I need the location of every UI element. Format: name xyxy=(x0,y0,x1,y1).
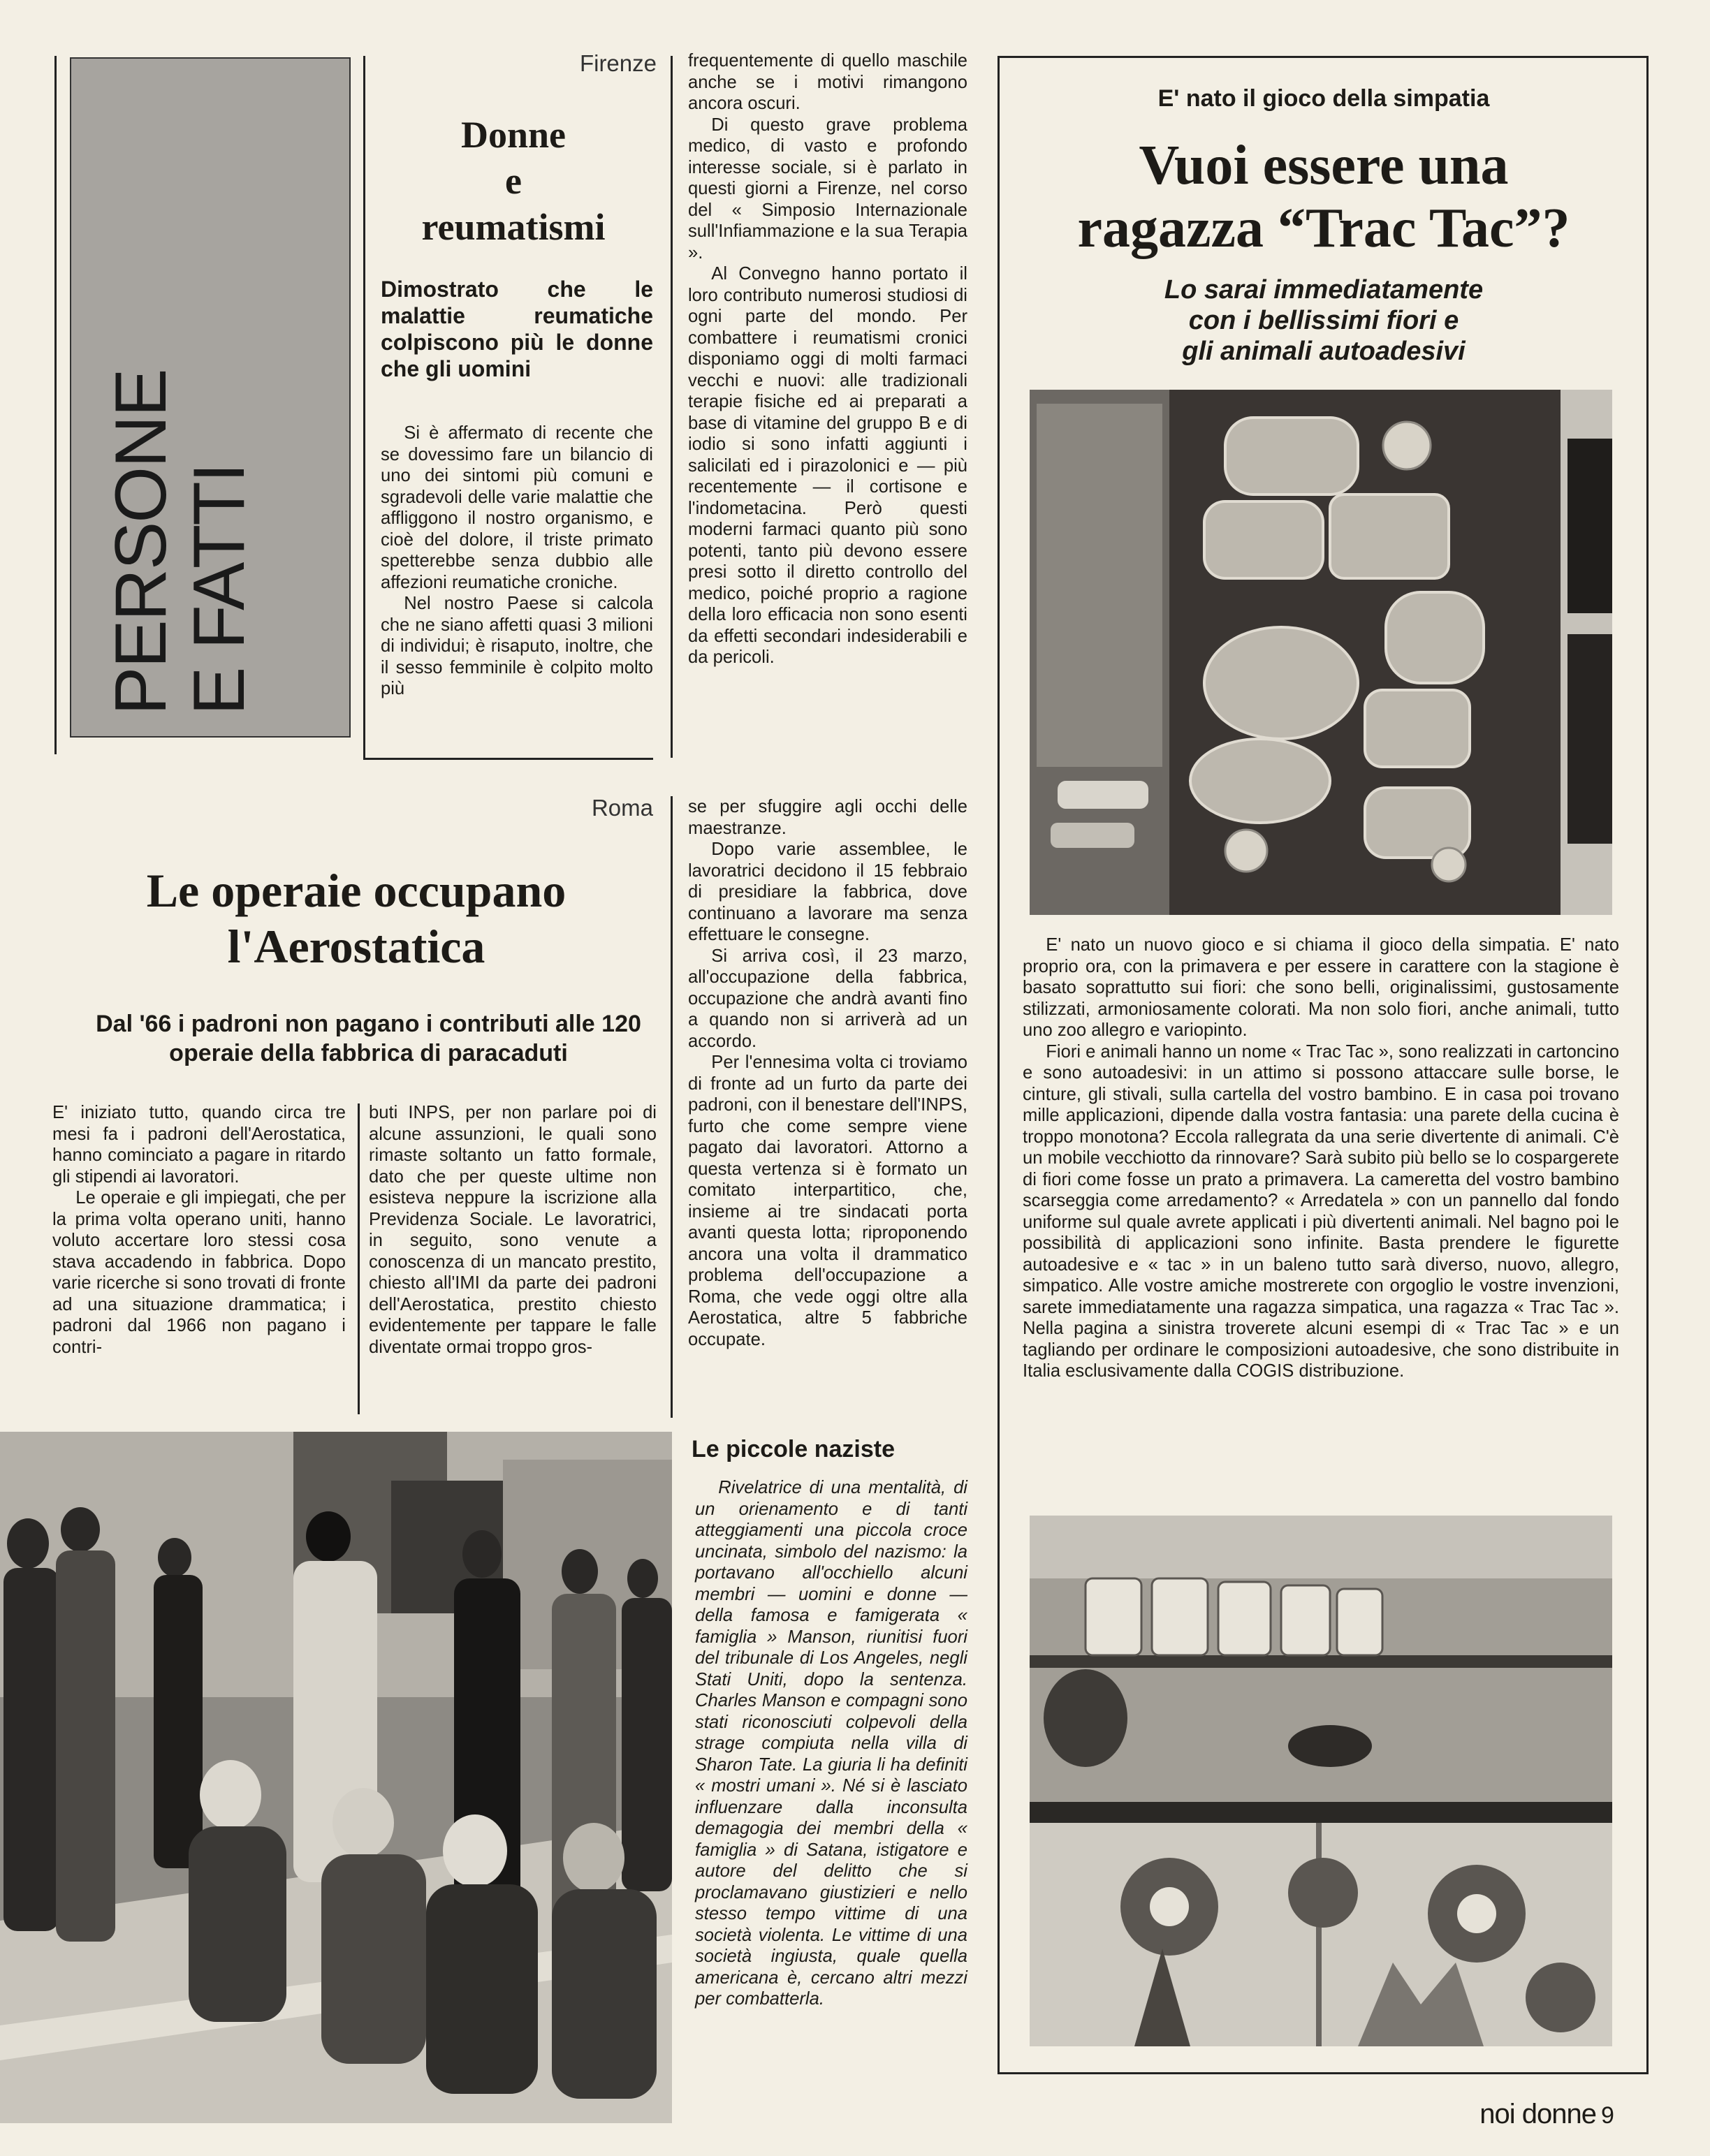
article2-col3-p1: se per sfuggire agli occhi delle maestranze. xyxy=(688,797,967,838)
section-label-line1: PERSONE xyxy=(101,369,182,715)
article2-col2-p1: buti INPS, per non parlare poi di alcune assunzioni, le quali sono rimaste soltanto un fatto formale, dato che per queste ultime non esisteva neppure la iscrizione alla Previdenza Sociale. Le lavoratrici, in seguito, sono venute a conoscenza di un mancato prestito, chiesto all'IMI da parte dei padroni dell'Aerostatica, prestito chiesto evidentemente per tappare le falle diventate ormai troppo gros- xyxy=(369,1103,657,1357)
protest-photo xyxy=(0,1432,672,2123)
article2-col3-p4: Per l'ennesima volta ci troviamo di fronte ad un furto da parte dei padroni, con il benestare dell'INPS, furto che come sempre viene pagato dai lavoratori. Attorno a questa vertenza si è formato un comitato interpartitico, che, insieme ai tre sindacati porta avanti questa lotta; riproponendo ancora una volta il drammatico problema dell'occupazione a Roma, che vede oggi oltre alla Aerostatica, altre 5 fabbriche occupate. xyxy=(688,1053,967,1349)
article2-dateline: Roma xyxy=(591,795,653,821)
article3-title: Le piccole naziste xyxy=(692,1436,895,1462)
article1-title-line2: e xyxy=(505,160,522,202)
article2-col1 xyxy=(52,1102,346,1358)
article1-col2-p2: Di questo grave problema medico, di vasto e profondo interesse sociale, si è parlato in questi giorni a Firenze, nel corso del « Simposio Internazionale sull'Infiammazione e la sua Terapia ». xyxy=(688,115,967,263)
section-label-line2: E FATTI xyxy=(179,464,260,715)
article2-title-line2: l'Aerostatica xyxy=(227,920,485,973)
advert-subtitle-line2: con i bellissimi fiori e xyxy=(1188,306,1459,335)
article1-subtitle: Dimostrato che le malattie reumatiche colpiscono più le donne che gli uomini xyxy=(381,277,653,381)
footer-magazine: noi donne xyxy=(1479,2099,1596,2129)
article1-col1-p2: Nel nostro Paese si calcola che ne siano affetti quasi 3 milioni di individui; è risaputo, inoltre, che il sesso femminile è colpito molto più xyxy=(381,594,653,698)
article2-title xyxy=(56,863,657,974)
article1-col1 xyxy=(381,423,653,700)
advert-subtitle-line3: gli animali autoadesivi xyxy=(1182,337,1466,366)
section-label-box xyxy=(70,57,351,738)
article1-dateline: Firenze xyxy=(579,50,657,76)
article1-title xyxy=(374,112,653,250)
advert-title-line1: Vuoi essere una xyxy=(1139,135,1509,196)
section-label xyxy=(71,59,349,736)
protest-photo-graphic xyxy=(0,1432,672,2123)
advert-body xyxy=(1023,934,1619,1382)
advert-body-p2: Fiori e animali hanno un nome « Trac Tac », sono realizzati in cartoncino e sono autoadesivi: in un attimo si possono attaccare sulle borse, le cinture, gli stivali, sulla cartella del vostro bambino. E in casa poi trovano mille applicazioni, dipende dalla vostra fantasia: una parete della cucina è troppo monotona? Eccola rallegrata da una serie divertente di animali. C'è un mobile vecchiotto da rinnovare? Sarà subito più bello se lo cospargerete di fiori come fosse un prato a primavera. La cameretta del vostro bambino scarseggia come arredamento? « Arredatela » con un pannello dal fondo uniforme sul quale avrete applicati i più divertenti animali. Nel bagno poi le possibilità di applicazioni sono infinite. Basta prendere le figurette autoadesive e « tac » in un baleno tutto sarà diverso, nuovo, allegro, simpatico. Alle vostre amiche mostrerete con orgoglio le vostre invenzioni, sarete immediatamente una ragazza simpatica, una ragazza « Trac Tac ». Nella pagina a sinistra troverete alcuni esempi di « Trac Tac » e un tagliando per ordinare le composizioni autoadesive, che sono distribuite in Italia esclusivamente dalla COGIS distribuzione. xyxy=(1023,1041,1619,1381)
advert-subtitle-line1: Lo sarai immediatamente xyxy=(1164,275,1484,305)
article1-title-line3: reumatismi xyxy=(421,206,606,248)
article2-col2 xyxy=(369,1102,657,1358)
article1-col2-p1: frequentemente di quello maschile anche se i motivi rimangono ancora oscuri. xyxy=(688,51,967,113)
sticker-wall-photo xyxy=(1030,390,1612,915)
cupboard-photo xyxy=(1030,1516,1612,2046)
article1-col1-p1: Si è affermato di recente che se dovessimo fare un bilancio di uno dei sintomi più comuni e sgradevoli delle varie malattie che affliggono il nostro organismo, e cioè del dolore, il triste primato spetterebbe senza dubbio alle affezioni reumatiche croniche. xyxy=(381,423,653,592)
article2-col1-p2: Le operaie e gli impiegati, che per la prima volta operano uniti, hanno voluto accertare loro stessi cosa stava accadendo in fabbrica. Dopo varie ricerche si sono trovati di fronte ad una situazione drammatica; i padroni dal 1966 non pagano i contri- xyxy=(52,1188,346,1357)
advert-subtitle xyxy=(999,274,1649,367)
article2-col3-p3: Si arriva così, il 23 marzo, all'occupazione della fabbrica, occupazione che andrà avanti fino a quando non si arriverà ad un accordo. xyxy=(688,946,967,1051)
cupboard-graphic xyxy=(1030,1516,1612,2046)
advert-kicker: E' nato il gioco della simpatia xyxy=(1157,85,1490,112)
article2-subtitle: Dal '66 i padroni non pagano i contributi alle 120 operaie della fabbrica di paracaduti xyxy=(96,1011,641,1066)
article2-col3-p2: Dopo varie assemblee, le lavoratrici decidono il 15 febbraio di presidiare la fabbrica, dove continuano a lavorare ma senza effettuare le consegne. xyxy=(688,839,967,944)
article2-col1-p1: E' iniziato tutto, quando circa tre mesi fa i padroni dell'Aerostatica, hanno cominciato a pagare in ritardo gli stipendi ai lavoratori. xyxy=(52,1103,346,1187)
article2-title-line1: Le operaie occupano xyxy=(146,864,567,917)
article1-title-line1: Donne xyxy=(460,114,567,156)
footer-page-number: 9 xyxy=(1601,2102,1614,2129)
advert-title xyxy=(999,134,1649,260)
article1-col2-p3: Al Convegno hanno portato il loro contributo numerosi studiosi di ogni parte del mondo. Per combattere i reumatismi cronici disponiamo oggi di molti farmaci vecchi e nuovi: alle tradizionali terapie fisiche ed ai preparati a base di vitamine del gruppo B e di iodio si sono infatti aggiunti i salicilati ed i pirazolonici e — più recentemente — il cortisone e l'indometacina. Però questi moderni farmaci quanto più sono potenti, tanto più devono essere presi sotto il diretto controllo del medico, poiché proprio a ragione della loro efficacia non sono esenti da effetti secondari indesiderabili e da pericoli. xyxy=(688,264,967,667)
article1-col2 xyxy=(688,50,967,668)
advert-title-line2: ragazza “Trac Tac”? xyxy=(1077,198,1570,259)
article3-body: Rivelatrice di una mentalità, di un orienamento e di tanti atteggiamenti una piccola croce uncinata, simbolo del nazismo: la portavano all'occhiello alcuni membri — uomini e donne — della famosa e famigerata « famiglia » Manson, riunitisi fuori del tribunale di Los Angeles, negli Stati Uniti, dopo la sentenza. Charles Manson e compagni sono stati riconosciuti colpevoli della strage compiuta nella villa di Sharon Tate. La giuria li ha definiti « mostri umani ». Né si è lasciato influenzare dalla inconsulta demagogia dei membri della « famiglia » di Satana, istigatore e autore del delitto che si proclamavano giustizieri e nello stesso tempo vittime di una società violenta. Le vittime di una società ingiusta, quale quella americana è, cercano altri mezzi per combatterla. xyxy=(695,1478,967,2009)
article2-col3 xyxy=(688,796,967,1350)
advert-body-p1: E' nato un nuovo gioco e si chiama il gioco della simpatia. E' nato proprio ora, con la primavera e per essere in carattere con la stagione è basato soprattutto sui fiori: che sono belli, originalissimi, gustosamente stilizzati, armoniosamente colorati. Ma non solo fiori, anche animali, tutto uno zoo allegro e variopinto. xyxy=(1023,935,1619,1040)
sticker-wall-graphic xyxy=(1030,390,1612,915)
